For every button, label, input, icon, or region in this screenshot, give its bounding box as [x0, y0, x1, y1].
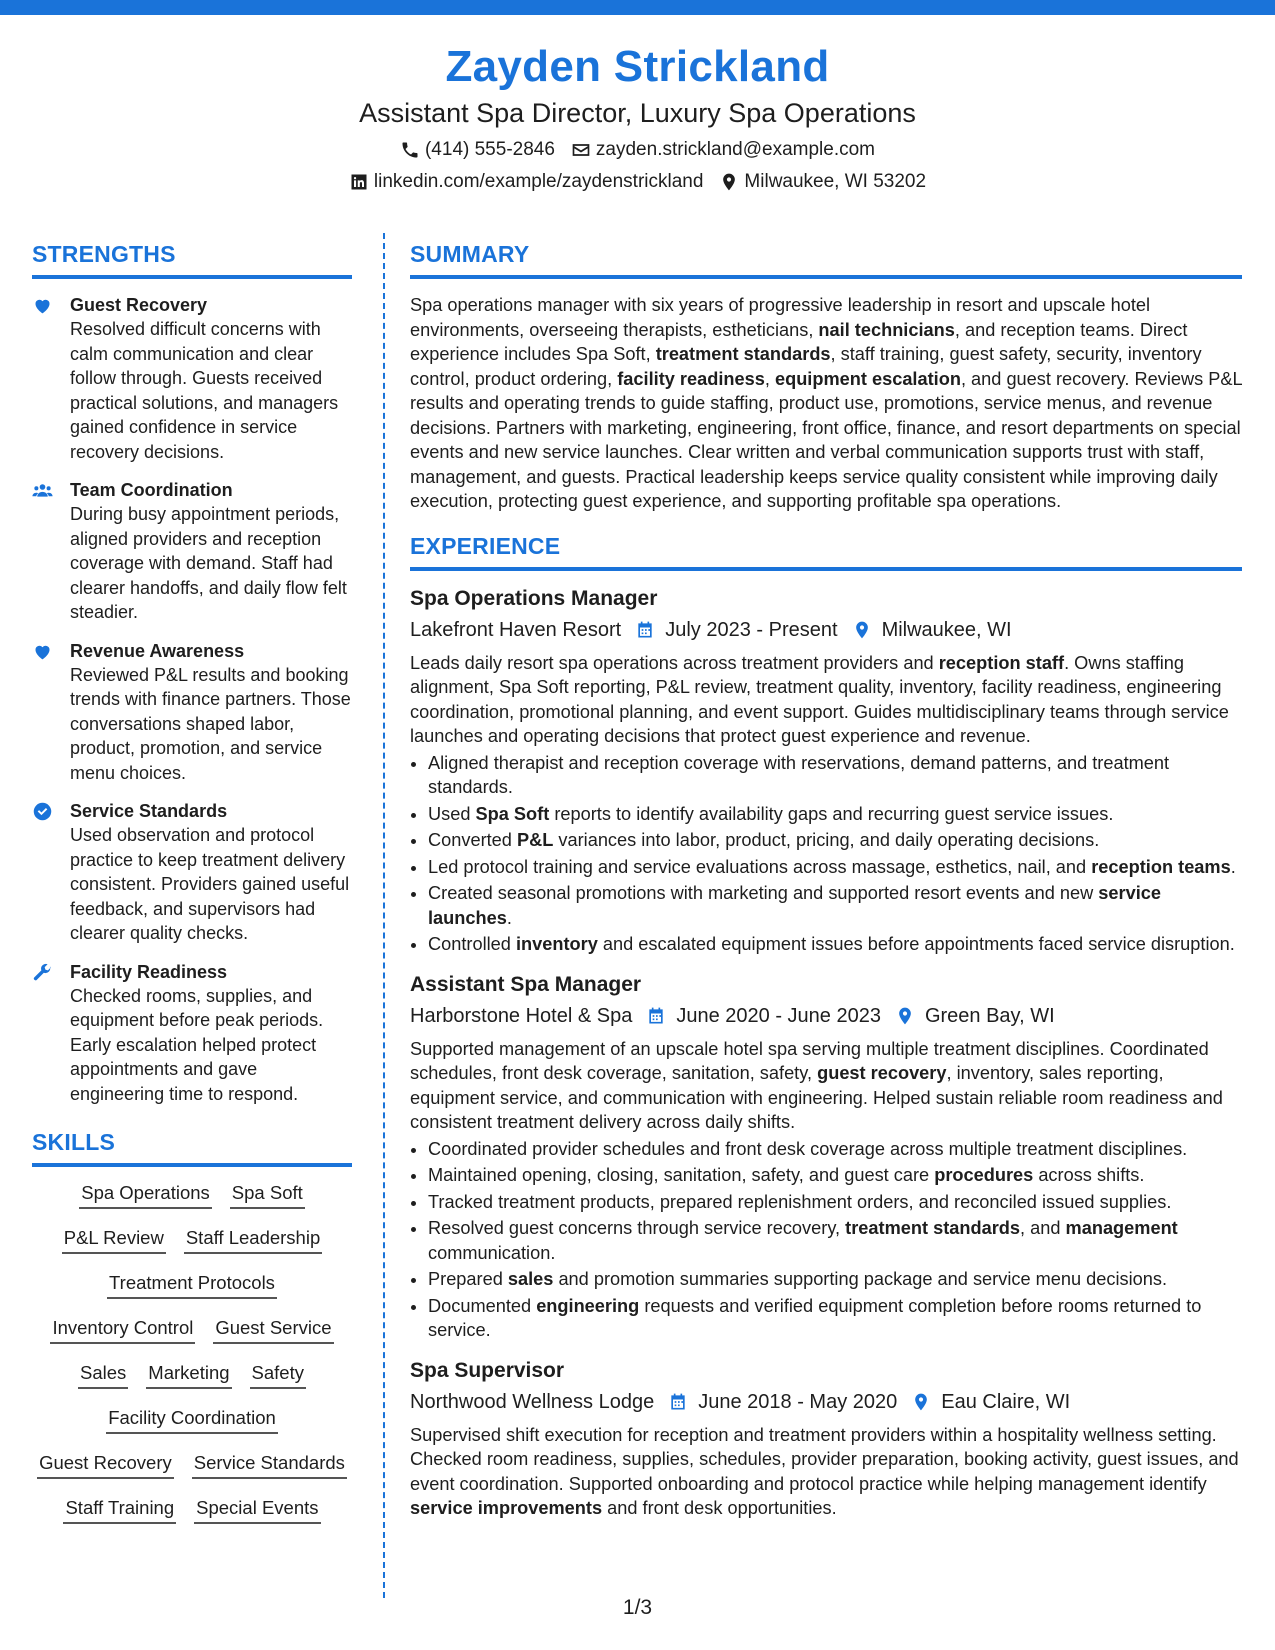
summary-text: [410, 293, 1242, 514]
calendar-icon: [668, 1392, 688, 1412]
bullet-item: [428, 1267, 1242, 1292]
candidate-name: Zayden Strickland: [445, 42, 830, 91]
bold-keyword: reception teams: [1091, 856, 1231, 877]
users-icon: [32, 478, 70, 625]
contact-row-2: [0, 170, 1275, 194]
job-title: Assistant Spa Manager: [410, 972, 642, 996]
strength-item: [32, 960, 352, 1107]
skill-tag: Inventory Control: [50, 1316, 195, 1344]
strength-text: Reviewed P&L results and booking trends with finance partners. Those conversations shaped labor, product, promotion, and service menu choices.: [70, 664, 351, 783]
job-location: Green Bay, WI: [924, 1004, 1055, 1027]
job-meta: [410, 617, 1242, 643]
job-bullets: [410, 1137, 1242, 1343]
text-segment: .: [1230, 856, 1236, 877]
linkedin-text: linkedin.com/example/zaydenstrickland: [373, 171, 704, 192]
strength-item: [32, 639, 352, 786]
job-entry: [410, 585, 1242, 957]
skill-tag: Marketing: [146, 1361, 231, 1389]
email-text: zayden.strickland@example.com: [595, 139, 875, 160]
job-meta: [410, 1003, 1242, 1029]
skill-tag: Special Events: [194, 1496, 320, 1524]
skill-row: [32, 1181, 352, 1209]
skill-row: [32, 1271, 352, 1299]
bullet-item: [428, 1137, 1242, 1162]
candidate-headline: Assistant Spa Director, Luxury Spa Operations: [359, 98, 916, 128]
text-segment: Documented: [428, 1295, 537, 1316]
bullet-item: [428, 881, 1242, 930]
text-segment: and escalated equipment issues before appointments faced service disruption.: [597, 934, 1235, 954]
job-entry: [410, 971, 1242, 1343]
bold-keyword: Spa Soft: [475, 803, 550, 824]
job-location: Eau Claire, WI: [941, 1390, 1071, 1413]
heart-icon: [32, 293, 70, 464]
wrench-icon: [32, 960, 70, 1107]
column-divider: [383, 233, 385, 1598]
linkedin-icon: [349, 172, 369, 192]
text-segment: Spa operations manager with six years of progressive leadership in resort and upscale hotel environments, overseeing therapists, estheticians,: [410, 295, 1151, 340]
bold-keyword: service improvements: [410, 1498, 603, 1518]
job-description: [410, 1423, 1242, 1521]
job-dates: June 2018 - May 2020: [698, 1390, 898, 1413]
bold-keyword: nail technicians: [818, 319, 955, 340]
bold-keyword: reception staff: [938, 652, 1065, 673]
text-segment: , inventory, sales reporting, equipment service, and communication with engineering. Helped sustain reliable room readiness and consistent treatment delivery across daily shifts.: [410, 1063, 1223, 1132]
text-segment: Led protocol training and service evaluations across massage, esthetics, nail, and: [428, 856, 1092, 877]
job-description: [410, 1037, 1242, 1135]
strength-title: Facility Readiness: [70, 961, 228, 982]
summary-heading: SUMMARY: [410, 240, 1242, 279]
bold-keyword: sales: [507, 1269, 554, 1289]
bold-keyword: engineering: [536, 1295, 640, 1316]
text-segment: reports to identify availability gaps and recurring guest service issues.: [549, 803, 1114, 824]
check-circle-icon: [32, 799, 70, 946]
strength-title: Service Standards: [70, 801, 228, 821]
text-segment: , and reception teams. Direct experience includes Spa Soft,: [410, 319, 1188, 364]
strength-item: [32, 478, 352, 625]
skills-list: [32, 1181, 352, 1524]
strength-text: Checked rooms, supplies, and equipment before peak periods. Early escalation helped protect appointments and gave engineering time to respond.: [70, 985, 324, 1104]
strength-title: Revenue Awareness: [70, 640, 245, 661]
skill-tag: Service Standards: [192, 1451, 347, 1479]
contact-location: [719, 170, 926, 194]
text-segment: Supervised shift execution for reception and treatment providers within a hospitality wellness setting. Checked room readiness, supplies, schedules, provider preparation, booking activity, guest issues, and event coordination. Supported onboarding and protocol practice while helping management identify: [410, 1424, 1239, 1494]
job-description: [410, 651, 1242, 749]
bullet-item: [428, 855, 1242, 880]
map-pin-icon: [719, 172, 739, 192]
strength-text: Used observation and protocol practice to keep treatment delivery consistent. Providers gained useful feedback, and supervisors had clearer quality checks.: [70, 825, 350, 943]
text-segment: , and guest recovery. Reviews P&L results and operating trends to guide staffing, product use, promotions, service menus, and revenue decisions. Partners with marketing, engineering, front office, finance, and resort departments on special events and new service launches. Clear written and verbal communication supports trust with staff, management, and guests. Practical leadership keeps service quality consistent while improving daily execution, protecting guest experience, and supporting profitable spa operations.: [410, 368, 1242, 511]
skills-heading: SKILLS: [32, 1128, 352, 1167]
bold-keyword: service launches: [428, 883, 1162, 928]
job-bullets: [410, 751, 1242, 957]
job-meta: [410, 1389, 1242, 1415]
strength-text: Resolved difficult concerns with calm communication and clear follow through. Guests received practical solutions, and managers gained confidence in service recovery decisions.: [70, 319, 339, 462]
text-segment: Maintained opening, closing, sanitation, safety, and guest care: [428, 1165, 935, 1185]
skill-tag: Staff Leadership: [184, 1226, 322, 1254]
bold-keyword: P&L: [516, 830, 554, 850]
map-pin-icon: [895, 1006, 915, 1026]
text-segment: Created seasonal promotions with marketing and supported resort events and new: [428, 883, 1099, 903]
text-segment: Aligned therapist and reception coverage with reservations, demand patterns, and treatment standards.: [428, 752, 1170, 797]
skill-tag: Treatment Protocols: [107, 1271, 277, 1299]
text-segment: Tracked treatment products, prepared replenishment orders, and reconciled issued supplies.: [428, 1191, 1172, 1212]
right-column: [410, 240, 1242, 1535]
text-segment: Prepared: [428, 1269, 508, 1289]
company-name: Harborstone Hotel & Spa: [410, 1004, 633, 1027]
experience-list: [410, 585, 1242, 1521]
resume-header: [0, 40, 1275, 194]
phone-icon: [400, 140, 420, 160]
skill-tag: Safety: [250, 1361, 306, 1389]
job-location: Milwaukee, WI: [881, 618, 1012, 641]
contact-email[interactable]: [571, 138, 875, 162]
job-dates: June 2020 - June 2023: [676, 1004, 881, 1027]
bullet-item: [428, 751, 1242, 800]
bold-keyword: equipment escalation: [774, 368, 961, 389]
skill-tag: P&L Review: [62, 1226, 166, 1254]
bold-keyword: facility readiness: [617, 368, 765, 389]
skill-row: [32, 1226, 352, 1254]
calendar-icon: [635, 620, 655, 640]
contact-linkedin[interactable]: [349, 170, 704, 194]
skill-row: [32, 1496, 352, 1524]
text-segment: , staff training, guest safety, security, inventory control, product ordering,: [410, 344, 1202, 389]
text-segment: Coordinated provider schedules and front desk coverage across multiple treatment disciplines.: [428, 1138, 1188, 1159]
skill-tag: Spa Soft: [230, 1181, 305, 1209]
strength-text: During busy appointment periods, aligned providers and reception coverage with demand. Staff had clearer handoffs, and daily flow felt steadier.: [70, 504, 347, 622]
text-segment: communication.: [428, 1242, 556, 1263]
skill-row: [32, 1406, 352, 1434]
text-segment: Controlled: [428, 934, 516, 954]
top-accent-bar: [0, 0, 1275, 15]
phone-text: (414) 555-2846: [424, 139, 555, 160]
job-dates: July 2023 - Present: [665, 618, 838, 641]
skill-tag: Guest Recovery: [37, 1451, 174, 1479]
bullet-item: [428, 1294, 1242, 1343]
company-name: Northwood Wellness Lodge: [410, 1390, 655, 1413]
bold-keyword: procedures: [934, 1165, 1034, 1185]
strengths-list: [32, 293, 352, 1106]
bold-keyword: treatment standards: [655, 344, 831, 364]
bold-keyword: guest recovery: [817, 1063, 947, 1083]
text-segment: and promotion summaries supporting package and service menu decisions.: [553, 1269, 1168, 1289]
bullet-item: [428, 1190, 1242, 1215]
skill-tag: Guest Service: [213, 1316, 333, 1344]
bullet-item: [428, 1216, 1242, 1265]
strength-item: [32, 293, 352, 464]
text-segment: Leads daily resort spa operations across treatment providers and: [410, 652, 939, 673]
skill-row: [32, 1451, 352, 1479]
bullet-item: [428, 828, 1242, 853]
job-title: Spa Operations Manager: [410, 586, 658, 610]
map-pin-icon: [911, 1392, 931, 1412]
calendar-icon: [646, 1006, 666, 1026]
bullet-item: [428, 802, 1242, 827]
text-segment: Converted: [428, 830, 517, 850]
job-entry: [410, 1357, 1242, 1521]
strength-title: Team Coordination: [70, 480, 233, 500]
map-pin-icon: [852, 620, 872, 640]
bold-keyword: treatment standards: [845, 1218, 1021, 1238]
text-segment: and front desk opportunities.: [602, 1498, 837, 1518]
contact-phone[interactable]: [400, 138, 555, 162]
text-segment: Resolved guest concerns through service recovery,: [428, 1218, 846, 1238]
skill-row: [32, 1316, 352, 1344]
location-text: Milwaukee, WI 53202: [744, 171, 927, 192]
text-segment: across shifts.: [1033, 1165, 1145, 1185]
heart-icon: [32, 639, 70, 786]
page-number: 1/3: [622, 1596, 653, 1619]
skill-row: [32, 1361, 352, 1389]
contact-row-1: [0, 138, 1275, 162]
text-segment: ,: [764, 368, 775, 389]
bold-keyword: inventory: [515, 934, 598, 954]
skill-tag: Staff Training: [63, 1496, 176, 1524]
bullet-item: [428, 1163, 1242, 1188]
strength-title: Guest Recovery: [70, 295, 208, 315]
bold-keyword: management: [1065, 1218, 1178, 1238]
text-segment: Used: [428, 803, 476, 824]
envelope-icon: [571, 140, 591, 160]
experience-heading: EXPERIENCE: [410, 532, 1242, 571]
left-column: [32, 240, 352, 1541]
strength-item: [32, 799, 352, 946]
text-segment: variances into labor, product, pricing, and daily operating decisions.: [553, 830, 1100, 850]
job-title: Spa Supervisor: [410, 1358, 565, 1382]
text-segment: Supported management of an upscale hotel spa serving multiple treatment disciplines. Coordinated schedules, front desk coverage, sanitation, safety,: [410, 1038, 1209, 1083]
skill-tag: Spa Operations: [79, 1181, 212, 1209]
text-segment: , and: [1020, 1218, 1066, 1238]
text-segment: . Owns staffing alignment, Spa Soft reporting, P&L review, treatment quality, inventory, facility readiness, engineering coordination, promotional planning, and event support. Guides multidisciplinary teams through service launches and operating decisions that protect guest experience and revenue.: [410, 652, 1229, 746]
text-segment: requests and verified equipment completion before rooms returned to service.: [428, 1295, 1202, 1340]
strengths-heading: STRENGTHS: [32, 240, 352, 279]
company-name: Lakefront Haven Resort: [410, 618, 622, 641]
text-segment: .: [506, 907, 512, 928]
skill-tag: Facility Coordination: [106, 1406, 278, 1434]
bullet-item: [428, 932, 1242, 957]
skill-tag: Sales: [78, 1361, 128, 1389]
